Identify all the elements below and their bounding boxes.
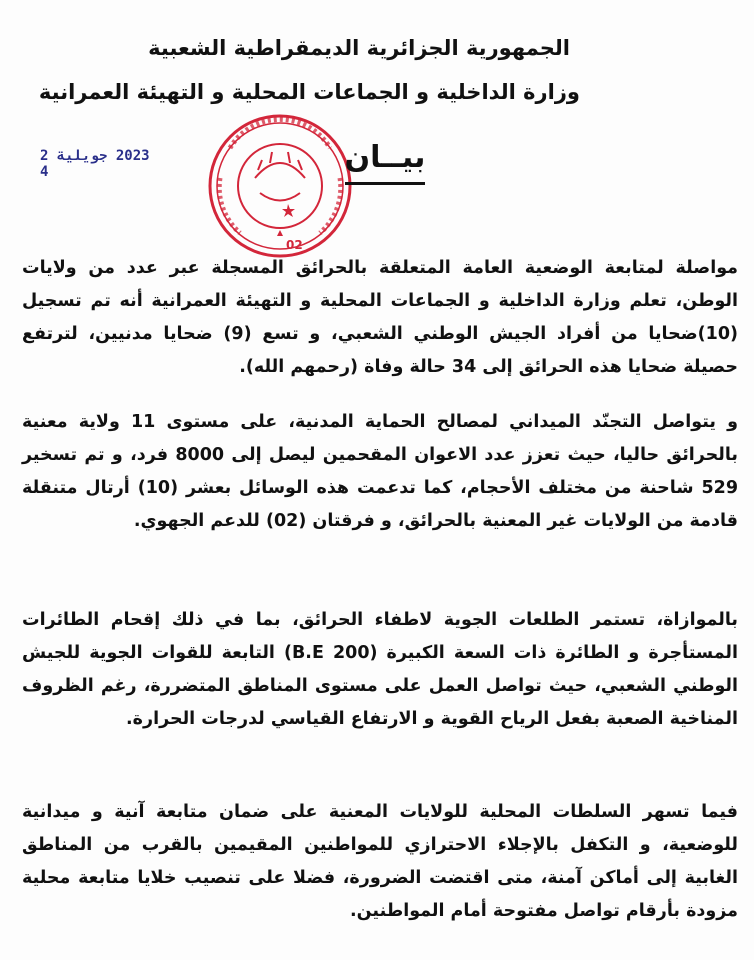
paragraph-aerial-operations: بالموازاة، تستمر الطلعات الجوية لاطفاء الحرائق، بما في ذلك إقحام الطائرات المستأجرة و الطائرة ذات السعة الكبيرة (B.E 200) التابعة للقوات الجوية للجيش الوطني الشعبي، حيث تواصل العمل على مستوى المناطق المتضررة، رغم الظروف المناخية الصعبة بفعل الرياح القوية و الارتفاع القياسي لدرجات الحرارة.: [22, 610, 738, 729]
official-seal-icon: [200, 108, 360, 268]
republic-header: الجمهورية الجزائرية الديمقراطية الشعبية: [148, 36, 570, 60]
ministry-header: وزارة الداخلية و الجماعات المحلية و التهيئة العمرانية: [38, 80, 580, 104]
paragraph-civil-protection: و يتواصل التجنّد الميداني لمصالح الحماية المدنية، على مستوى 11 ولاية معنية بالحرائق حاليا، حيث تعزز عدد الاعوان المقحمين ليصل إلى 8000 فرد، و تم تسخير 529 شاحنة من مختلف الأحجام، كما تدعمت هذه الوسائل بعشر (10) أرتال متنقلة قادمة من الولايات غير المعنية بالحرائق، و فرقتان (02) للدعم الجهوي.: [22, 412, 739, 531]
title-underline: [345, 182, 425, 185]
document-title: بيــان: [344, 140, 426, 175]
paragraph-local-authorities: فيما تسهر السلطات المحلية للولايات المعنية على ضمان متابعة آنية و ميدانية للوضعية، و التكفل بالإجلاء الاحترازي للمواطنين المقيمين بالقرب من المناطق الغابية إلى أماكن آمنة، متى اقتضت الضرورة، فضلا على تنصيب خلايا متابعة محلية مزودة بأرقام تواصل مفتوحة أمام المواطنين.: [22, 802, 738, 921]
seal-number: 02: [286, 238, 303, 252]
date-stamp: 2023 جويلية 2 4: [40, 148, 150, 180]
paragraph-casualties: مواصلة لمتابعة الوضعية العامة المتعلقة بالحرائق المسجلة عبر عدد من ولايات الوطن، تعلم وزارة الداخلية و الجماعات المحلية و التهيئة العمرانية أنه تم تسجيل (10)ضحايا من أفراد الجيش الوطني الشعبي، و تسع (9) ضحايا مدنيين، لترتفع حصيلة ضحايا هذه الحرائق إلى 34 حالة وفاة (رحمهم الله).: [22, 258, 738, 377]
